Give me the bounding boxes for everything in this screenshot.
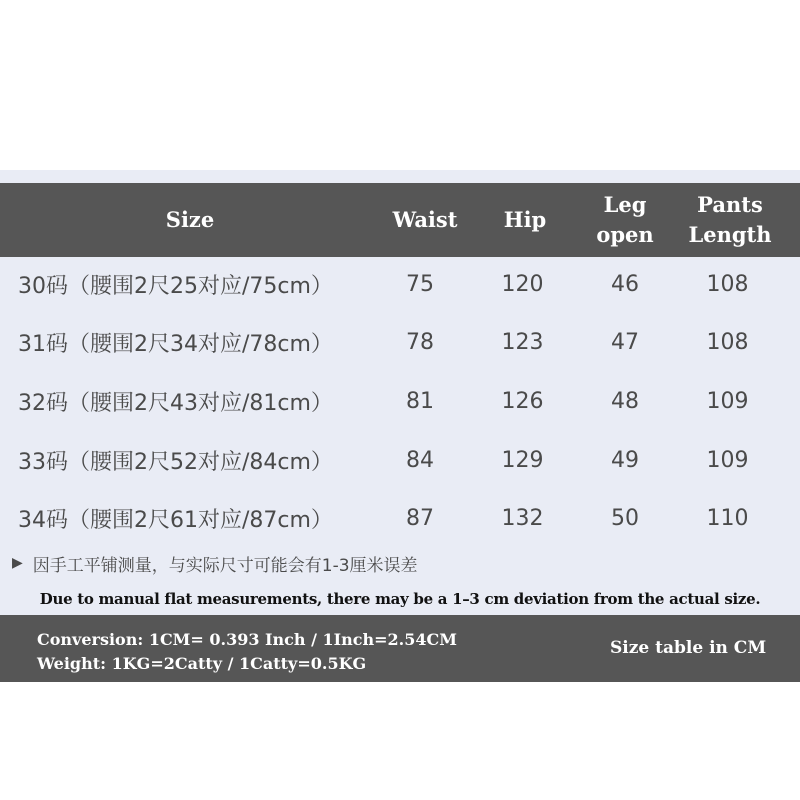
cell-waist: 87 — [406, 505, 434, 531]
conversion-text: Conversion: 1CM= 0.393 Inch / 1Inch=2.54CM — [37, 630, 457, 649]
cell-hip: 129 — [501, 447, 544, 473]
cell-leg-open: 50 — [611, 505, 639, 531]
header-leg-open: Leg open — [596, 192, 654, 247]
table-header — [0, 183, 800, 257]
footer-bar — [0, 615, 800, 682]
cell-pants-length: 109 — [706, 447, 749, 473]
cell-pants-length: 108 — [706, 271, 749, 297]
cell-pants-length: 108 — [706, 329, 749, 355]
cell-size: 34码（腰围2尺61对应/87cm） — [18, 507, 333, 533]
table-row — [0, 440, 800, 480]
cell-pants-length: 110 — [706, 505, 749, 531]
table-row — [0, 498, 800, 538]
cell-size: 33码（腰围2尺52对应/84cm） — [18, 449, 333, 475]
header-pants-length: Pants Length — [688, 192, 772, 247]
cell-leg-open: 48 — [611, 388, 639, 414]
cell-waist: 84 — [406, 447, 434, 473]
header-size: Size — [165, 207, 215, 232]
cell-hip: 132 — [501, 505, 544, 531]
conversion-info — [37, 628, 457, 676]
header-hip: Hip — [503, 207, 547, 232]
chinese-note-text: 因手工平铺测量，与实际尺寸可能会有1-3厘米误差 — [32, 555, 418, 576]
header-waist: Waist — [392, 207, 458, 232]
cell-waist: 78 — [406, 329, 434, 355]
english-note: Due to manual flat measurements, there may be a 1–3 cm deviation from the actual size. — [39, 590, 761, 608]
cell-waist: 75 — [406, 271, 434, 297]
play-triangle-icon: ▶ — [12, 555, 23, 571]
table-row — [0, 264, 800, 304]
cell-waist: 81 — [406, 388, 434, 414]
table-row — [0, 381, 800, 421]
cell-hip: 126 — [501, 388, 544, 414]
size-table-label: Size table in CM — [610, 638, 767, 658]
cell-size: 30码（腰围2尺25对应/75cm） — [18, 273, 333, 299]
cell-leg-open: 49 — [611, 447, 639, 473]
cell-size: 32码（腰围2尺43对应/81cm） — [18, 390, 333, 416]
table-row — [0, 322, 800, 362]
cell-leg-open: 47 — [611, 329, 639, 355]
chinese-note — [12, 548, 418, 578]
cell-hip: 120 — [501, 271, 544, 297]
weight-text: Weight: 1KG=2Catty / 1Catty=0.5KG — [37, 654, 367, 673]
cell-size: 31码（腰围2尺34对应/78cm） — [18, 331, 333, 357]
cell-hip: 123 — [501, 329, 544, 355]
cell-leg-open: 46 — [611, 271, 639, 297]
cell-pants-length: 109 — [706, 388, 749, 414]
